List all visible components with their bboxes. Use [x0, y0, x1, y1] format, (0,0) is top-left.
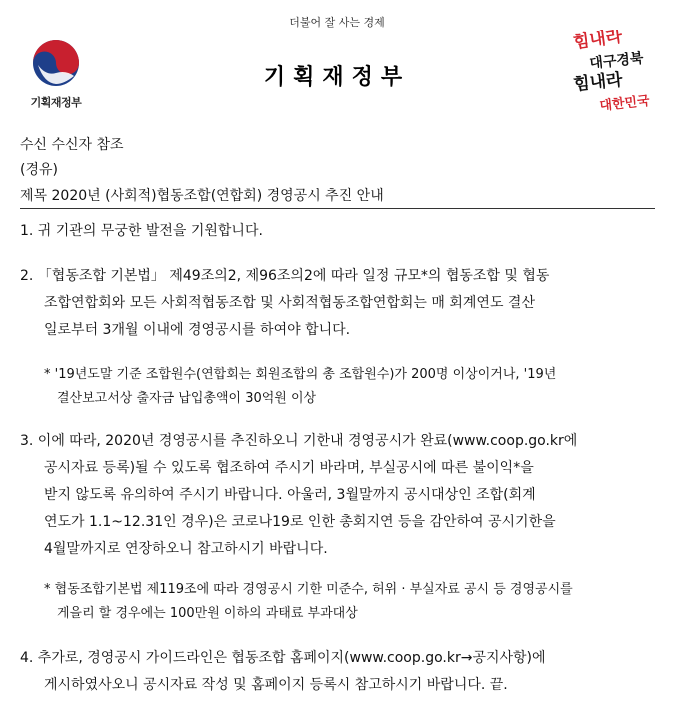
footnote-1 [44, 363, 664, 411]
subject-line: 제목 2020년 (사회적)협동조합(연합회) 경영공시 추진 안내 [20, 188, 384, 204]
calligraphy-line-3: 힘내라 [572, 69, 624, 95]
calligraphy-line-2: 대구경북 [588, 50, 645, 72]
paragraph-3-line-4: 연도가 1.1~12.31인 경우)은 코로나19로 인한 총회지연 등을 감안하여 공시기한을 [44, 514, 556, 530]
calligraphy-line-4: 대한민국 [598, 93, 651, 114]
paragraph-4-line-2: 게시하였사오니 공시자료 작성 및 홈페이지 등록시 참고하시기 바랍니다. 끝. [44, 677, 508, 693]
paragraph-2-line-3: 일로부터 3개월 이내에 경영공시를 하여야 합니다. [44, 322, 351, 338]
calligraphy-slogan [570, 30, 660, 116]
footnote-2 [44, 578, 664, 626]
paragraph-3-line-1: 3. 이에 따라, 2020년 경영공시를 추진하오니 기한내 경영공시가 완료(www.coop.go.kr에 [20, 433, 578, 449]
paragraph-4 [20, 645, 660, 699]
footnote-2-line-2: 게을리 할 경우에는 100만원 이하의 과태료 부과대상 [57, 606, 358, 621]
recipient-line: 수신 수신자 참조 [20, 137, 124, 153]
footnote-1-line-2: 결산보고서상 출자금 납입총액이 30억원 이상 [57, 391, 317, 406]
paragraph-1 [20, 218, 660, 245]
footnote-2-line-1: * 협동조합기본법 제119조에 따라 경영공시 기한 미준수, 허위 · 부실자료 공시 등 경영공시를 [44, 582, 573, 597]
paragraph-4-line-1: 4. 추가로, 경영공시 가이드라인은 협동조합 홈페이지(www.coop.go.kr→공지사항)에 [20, 650, 546, 666]
slogan: 더불어 잘 사는 경제 [289, 16, 385, 29]
via-line: (경유) [20, 162, 58, 178]
paragraph-3 [20, 428, 660, 563]
paragraph-3-line-2: 공시자료 등록)될 수 있도록 협조하여 주시기 바라며, 부실공시에 따른 불이익*을 [44, 460, 534, 476]
footnote-1-line-1: * '19년도말 기준 조합원수(연합회는 회원조합의 총 조합원수)가 200명 이상이거나, '19년 [44, 367, 557, 382]
paragraph-3-line-3: 받지 않도록 유의하여 주시기 바랍니다. 아울러, 3월말까지 공시대상인 조합(회계 [44, 487, 536, 503]
paragraph-2-line-2: 조합연합회와 모든 사회적협동조합 및 사회적협동조합연합회는 매 회계연도 결산 [44, 295, 535, 311]
paragraph-3-line-5: 4월말까지로 연장하오니 참고하시기 바랍니다. [44, 541, 328, 557]
paragraph-1-line: 1. 귀 기관의 무궁한 발전을 기원합니다. [20, 223, 263, 239]
header-divider [20, 208, 655, 209]
logo-text: 기획재정부 [30, 96, 82, 109]
paragraph-2 [20, 263, 660, 344]
page-title: 기획재정부 [263, 65, 411, 90]
calligraphy-image [570, 30, 660, 116]
calligraphy-line-1: 힘내라 [571, 30, 624, 53]
paragraph-2-line-1: 2. 「협동조합 기본법」 제49조의2, 제96조의2에 따라 일정 규모*의 협동조합 및 협동 [20, 268, 550, 284]
